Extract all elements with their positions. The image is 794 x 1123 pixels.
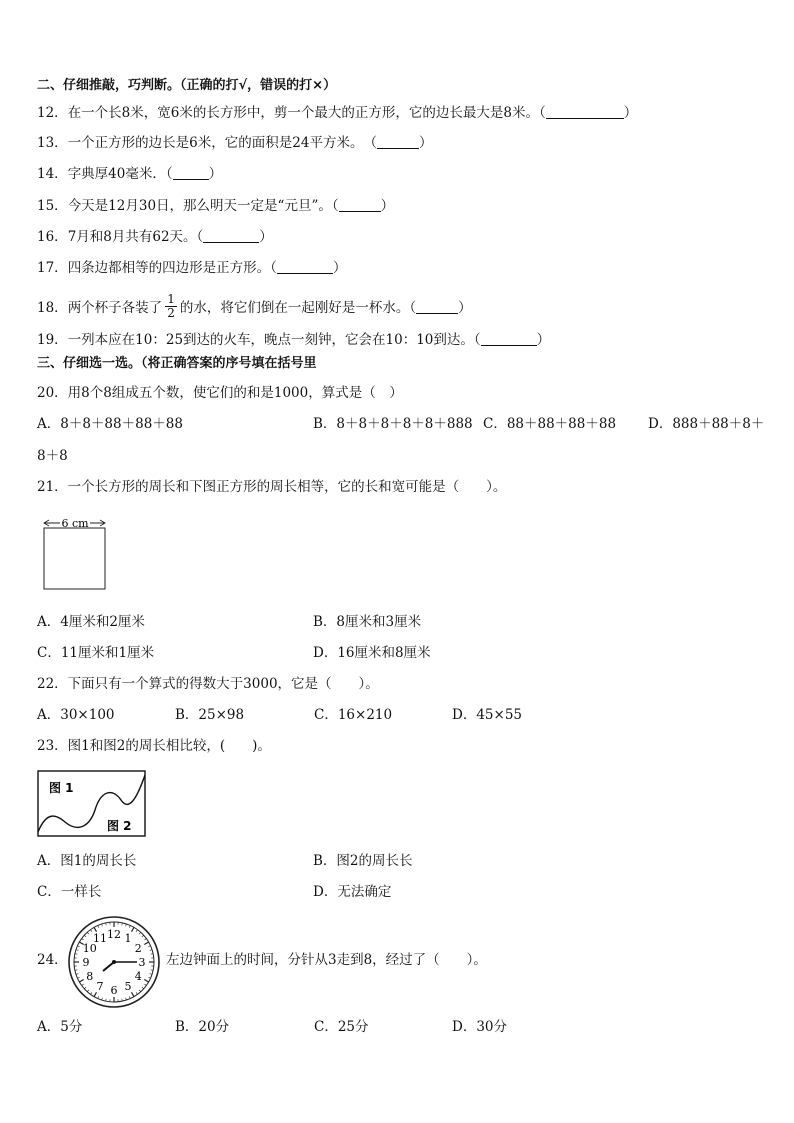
q24-option-b[interactable]: B．20分	[175, 1019, 230, 1035]
answer-blank[interactable]	[416, 300, 458, 314]
clock-tick	[90, 992, 91, 994]
question-19	[37, 331, 550, 349]
question-text: 四条边都相等的四边形是正方形。（	[67, 260, 277, 276]
question-22-stem: 22．下面只有一个算式的得数大于3000，它是（ ）。	[37, 676, 379, 692]
question-23-stem: 23．图1和图2的周长相比较，( )。	[37, 738, 271, 754]
q21-option-d[interactable]: D．16厘米和8厘米	[313, 645, 431, 661]
clock-number: 2	[134, 942, 142, 955]
q20-option-a[interactable]: A．8＋8＋88＋88＋88	[37, 416, 183, 432]
section-2-heading: 二、仔细推敲，巧判断。（正确的打√，错误的打×）	[37, 78, 337, 93]
figure-1-label: 图 1	[49, 781, 74, 795]
clock-tick	[136, 992, 137, 994]
clock-tick	[87, 932, 89, 934]
close-paren: ）	[380, 198, 395, 214]
clock-tick	[132, 927, 135, 931]
fraction	[165, 293, 177, 320]
q23-option-b[interactable]: B．图2的周长长	[313, 853, 413, 869]
question-17	[37, 259, 346, 277]
clock-tick	[144, 980, 148, 983]
clock-tick	[98, 925, 99, 927]
clock-tick	[76, 950, 78, 951]
question-text: 一列本应在10：25到达的火车，晚点一刻钟，它会在10：10到达。（	[67, 332, 481, 348]
question-24-number: 24．	[37, 952, 68, 968]
question-21-stem: 21．一个长方形的周长和下图正方形的周长相等，它的长和宽可能是（ ）。	[37, 479, 507, 495]
question-24-stem: 左边钟面上的时间，分针从3走到8，经过了（ ）。	[166, 952, 487, 968]
answer-blank[interactable]	[277, 260, 333, 274]
q20-option-d-wrap: 8＋8	[37, 448, 68, 464]
q21-option-a[interactable]: A．4厘米和2厘米	[37, 614, 145, 630]
section-3-heading: 三、仔细选一选。（将正确答案的序号填在括号里	[37, 356, 317, 371]
clock-tick	[150, 974, 152, 975]
clock-tick	[77, 977, 79, 978]
clock-tick	[98, 996, 99, 998]
fraction-numerator: 1	[167, 292, 175, 306]
clock-number: 12	[107, 928, 121, 941]
close-paren: ）	[536, 332, 551, 348]
clock-tick	[90, 930, 91, 932]
answer-blank[interactable]	[339, 198, 381, 212]
clock-tick	[142, 935, 144, 937]
close-paren: ）	[458, 300, 472, 316]
clock-number: 3	[138, 956, 146, 969]
clock-tick	[144, 984, 146, 985]
hour-hand	[103, 962, 114, 971]
q22-option-b[interactable]: B．25×98	[175, 707, 245, 723]
q20-option-b[interactable]: B．8＋8＋8＋8＋8＋888	[313, 416, 473, 432]
clock-tick	[148, 977, 150, 978]
question-13	[37, 134, 432, 152]
answer-blank[interactable]	[481, 332, 537, 346]
question-18	[37, 292, 472, 322]
close-paren: ）	[332, 260, 347, 276]
clock-tick	[84, 935, 86, 937]
question-14	[37, 165, 222, 183]
close-paren: ）	[418, 135, 433, 151]
q23-option-d[interactable]: D．无法确定	[313, 884, 392, 900]
clock-tick	[76, 974, 78, 975]
q23-option-c[interactable]: C．一样长	[37, 884, 102, 900]
dimension-label: 6 cm	[61, 517, 89, 530]
clock-tick	[129, 996, 130, 998]
figure-2-label: 图 2	[107, 819, 132, 833]
question-text: 字典厚40毫米．（	[67, 166, 173, 182]
question-text: 今天是12月30日，那么明天一定是“元旦”。（	[67, 198, 339, 214]
q21-option-b[interactable]: B．8厘米和3厘米	[313, 614, 422, 630]
clock-tick	[102, 924, 103, 926]
clock-tick	[132, 992, 135, 996]
clock-number: 5	[124, 980, 132, 994]
question-number: 12．	[37, 105, 68, 121]
clock-tick	[126, 924, 127, 926]
clock-number: 9	[82, 956, 90, 969]
question-text: 在一个长8米，宽6米的长方形中，剪一个最大的正方形，它的边长最大是8米。（	[67, 105, 546, 121]
clock-tick	[139, 932, 141, 934]
clock-center	[112, 960, 116, 964]
answer-blank[interactable]	[203, 229, 259, 243]
answer-blank[interactable]	[546, 105, 624, 119]
question-number: 13．	[37, 135, 68, 151]
q22-option-a[interactable]: A．30×100	[37, 707, 115, 723]
q22-option-d[interactable]: D．45×55	[452, 707, 522, 723]
clock-tick	[82, 984, 84, 985]
square-figure	[40, 513, 110, 593]
close-paren: ）	[623, 105, 638, 121]
question-number: 19．	[37, 332, 68, 348]
clock-tick	[77, 946, 79, 947]
question-16	[37, 228, 273, 246]
clock-number: 10	[82, 942, 97, 955]
question-number: 14．	[37, 166, 68, 182]
clock-tick	[144, 942, 148, 945]
question-number: 18．	[37, 300, 68, 316]
question-number: 17．	[37, 260, 68, 276]
question-number: 16．	[37, 229, 68, 245]
question-20-stem: 20．用8个8组成五个数，使它们的和是1000，算式是（ ）	[37, 385, 403, 401]
question-12	[37, 104, 637, 122]
clock-number: 7	[96, 980, 104, 994]
q20-option-d[interactable]: D．888＋88＋8＋	[648, 416, 765, 432]
perimeter-figure-svg	[37, 770, 147, 838]
clock-tick	[144, 938, 146, 939]
clock-tick	[79, 980, 83, 983]
question-number: 15．	[37, 198, 68, 214]
clock-tick	[142, 987, 144, 989]
clock-tick	[87, 990, 89, 992]
clock-tick	[150, 950, 152, 951]
q20-option-c[interactable]: C．88＋88＋88＋88	[483, 416, 617, 432]
clock-tick	[82, 938, 84, 939]
question-text: 的水，将它们倒在一起刚好是一杯水。（	[179, 300, 417, 316]
q23-option-a[interactable]: A．图1的周长长	[37, 853, 137, 869]
q24-option-d[interactable]: D．30分	[452, 1019, 508, 1035]
q22-option-c[interactable]: C．16×210	[314, 707, 393, 723]
q24-option-a[interactable]: A．5分	[37, 1019, 83, 1035]
clock-tick	[148, 946, 150, 947]
fraction-denominator: 2	[167, 306, 175, 320]
clock-figure	[67, 915, 161, 1009]
clock-tick	[84, 987, 86, 989]
question-text: 7月和8月共有62天。（	[67, 229, 204, 245]
answer-blank[interactable]	[377, 135, 419, 149]
perimeter-figure	[37, 770, 147, 838]
square	[44, 528, 105, 589]
clock-number: 6	[110, 984, 118, 997]
clock-number: 11	[93, 931, 107, 945]
question-text: 一个正方形的边长是6米，它的面积是24平方米。 （	[67, 135, 377, 151]
answer-blank[interactable]	[173, 166, 209, 180]
square-figure-svg	[40, 513, 110, 593]
question-text: 两个杯子各装了	[67, 300, 163, 316]
clock-tick	[136, 930, 137, 932]
question-15	[37, 197, 394, 215]
clock-number: 1	[124, 931, 132, 945]
clock-tick	[126, 998, 127, 1000]
clock-number: 4	[134, 970, 142, 983]
clock-number: 8	[86, 970, 94, 983]
q24-option-c[interactable]: C．25分	[314, 1019, 369, 1035]
clock-tick	[102, 998, 103, 1000]
q21-option-c[interactable]: C．11厘米和1厘米	[37, 645, 155, 661]
clock-tick	[139, 990, 141, 992]
close-paren: ）	[208, 166, 223, 182]
clock-tick	[129, 925, 130, 927]
close-paren: ）	[259, 229, 273, 245]
clock-face	[67, 915, 161, 1009]
